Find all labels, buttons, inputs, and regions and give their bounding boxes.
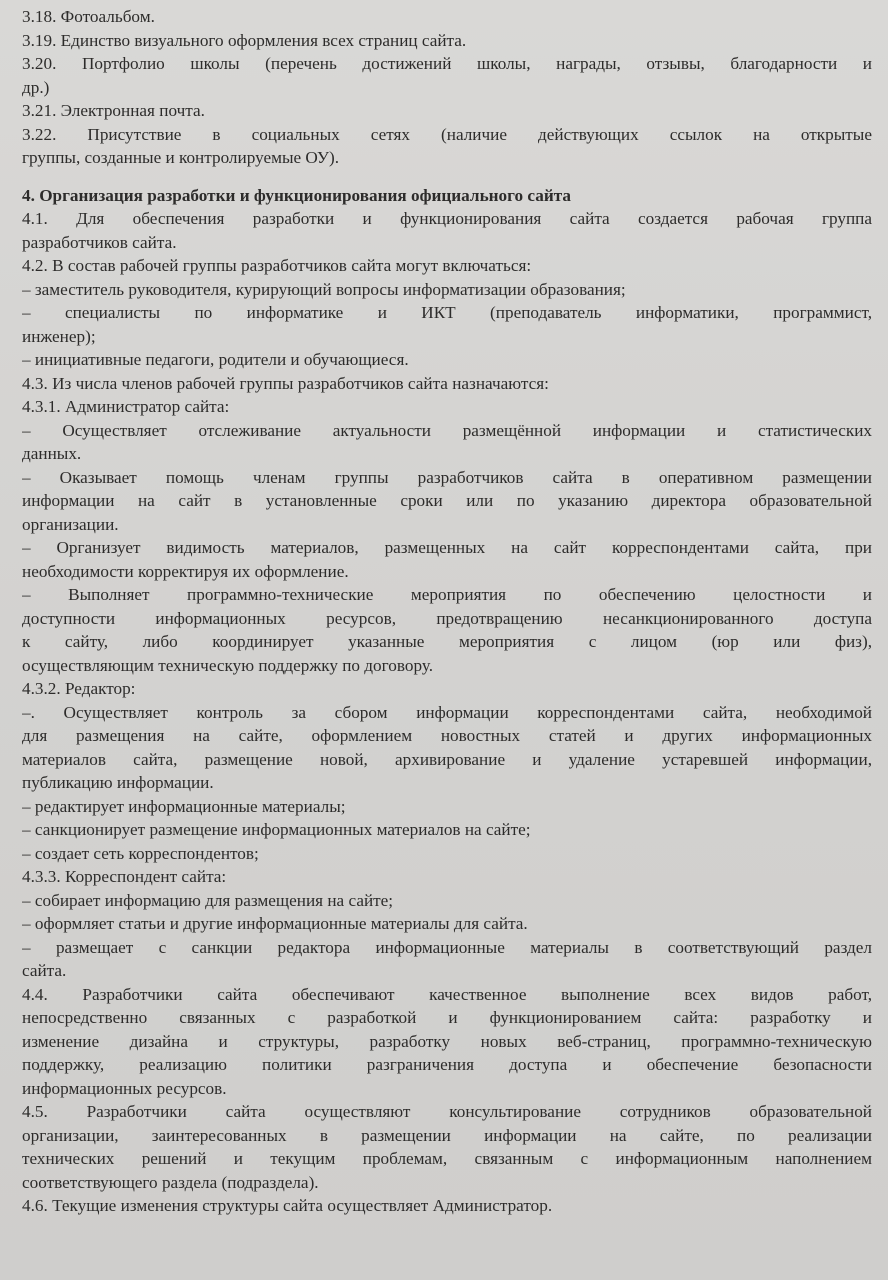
text-line: 4.3. Из числа членов рабочей группы разработчиков сайта назначаются: bbox=[22, 373, 549, 393]
text-line: материалов сайта, размещение новой, архивирование и удаление устаревшей информации, bbox=[22, 749, 872, 769]
text-line: 4.4. Разработчики сайта обеспечивают качественное выполнение всех видов работ, bbox=[22, 984, 872, 1004]
text-line: 4.3.1. Администратор сайта: bbox=[22, 397, 230, 416]
document-page bbox=[22, 0, 872, 1218]
text-line: организации, заинтересованных в размещении информации на сайте, по реализации bbox=[22, 1125, 872, 1145]
section-heading: 4. Организация разработки и функционирования официального сайта bbox=[22, 185, 572, 205]
text-line: – создает сеть корреспондентов; bbox=[22, 843, 259, 863]
text-line: доступности информационных ресурсов, предотвращению несанкционированного доступа bbox=[22, 608, 872, 628]
text-line: др.) bbox=[22, 77, 50, 97]
text-line: 3.20. Портфолио школы (перечень достижений школы, награды, отзывы, благодарности и bbox=[22, 54, 872, 73]
text-line: – Организует видимость материалов, размещенных на сайт корреспондентами сайта, при bbox=[22, 538, 872, 557]
text-line: 4.2. В состав рабочей группы разработчиков сайта могут включаться: bbox=[22, 256, 532, 275]
text-line: соответствующего раздела (подраздела). bbox=[22, 1172, 319, 1192]
text-line: публикацию информации. bbox=[22, 773, 214, 792]
text-line: – санкционирует размещение информационных материалов на сайте; bbox=[22, 820, 531, 839]
text-line: разработчиков сайта. bbox=[22, 232, 177, 252]
text-line: группы, созданные и контролируемые ОУ). bbox=[22, 148, 340, 167]
text-line: 3.19. Единство визуального оформления всех страниц сайта. bbox=[22, 30, 467, 50]
text-line: – инициативные педагоги, родители и обучающиеся. bbox=[22, 350, 409, 369]
text-line: 4.1. Для обеспечения разработки и функционирования сайта создается рабочая группа bbox=[22, 209, 872, 228]
text-line: – Выполняет программно-технические мероприятия по обеспечению целостности и bbox=[22, 585, 872, 604]
text-line: 3.21. Электронная почта. bbox=[22, 101, 205, 120]
text-line: осуществляющим техническую поддержку по договору. bbox=[22, 655, 433, 675]
text-line: технических решений и текущим проблемам, связанным с информационным наполнением bbox=[22, 1149, 872, 1168]
text-line: к сайту, либо координирует указанные мероприятия с лицом (юр или физ), bbox=[22, 632, 872, 651]
text-line: данных. bbox=[22, 444, 82, 463]
text-line: организации. bbox=[22, 514, 119, 534]
text-line: 4.3.2. Редактор: bbox=[22, 679, 136, 698]
text-line: – собирает информацию для размещения на сайте; bbox=[22, 890, 394, 910]
text-line: – размещает с санкции редактора информационные материалы в соответствующий раздел bbox=[22, 937, 872, 957]
text-line: 4.3.3. Корреспондент сайта: bbox=[22, 867, 227, 886]
text-line: непосредственно связанных с разработкой и функционированием сайта: разработку и bbox=[22, 1008, 872, 1027]
text-line: 4.6. Текущие изменения структуры сайта осуществляет Администратор. bbox=[22, 1196, 553, 1215]
text-line: – Оказывает помощь членам группы разработчиков сайта в оперативном размещении bbox=[22, 467, 872, 487]
text-line: инженер); bbox=[22, 326, 96, 346]
text-line: информации на сайт в установленные сроки или по указанию директора образовательной bbox=[22, 491, 872, 510]
text-line: – Осуществляет отслеживание актуальности размещённой информации и статистических bbox=[22, 420, 872, 440]
text-line: информационных ресурсов. bbox=[22, 1078, 227, 1098]
text-line: 3.22. Присутствие в социальных сетях (наличие действующих ссылок на открытые bbox=[22, 124, 872, 144]
text-line: для размещения на сайте, оформлением новостных статей и других информационных bbox=[22, 726, 872, 745]
text-line: – оформляет статьи и другие информационные материалы для сайта. bbox=[22, 914, 528, 933]
text-line: – специалисты по информатике и ИКТ (преподаватель информатики, программист, bbox=[22, 303, 872, 322]
text-line: необходимости корректируя их оформление. bbox=[22, 561, 349, 581]
text-line: –. Осуществляет контроль за сбором информации корреспондентами сайта, необходимой bbox=[22, 702, 872, 722]
text-line: 3.18. Фотоальбом. bbox=[22, 7, 155, 26]
text-line: 4.5. Разработчики сайта осуществляют консультирование сотрудников образовательной bbox=[22, 1102, 872, 1121]
text-line: изменение дизайна и структуры, разработку новых веб-страниц, программно-техническую bbox=[22, 1031, 872, 1051]
text-line: – заместитель руководителя, курирующий вопросы информатизации образования; bbox=[22, 279, 626, 299]
text-line: сайта. bbox=[22, 961, 67, 980]
text-line: – редактирует информационные материалы; bbox=[22, 796, 346, 816]
text-line: поддержку, реализацию политики разграничения доступа и обеспечение безопасности bbox=[22, 1055, 872, 1074]
